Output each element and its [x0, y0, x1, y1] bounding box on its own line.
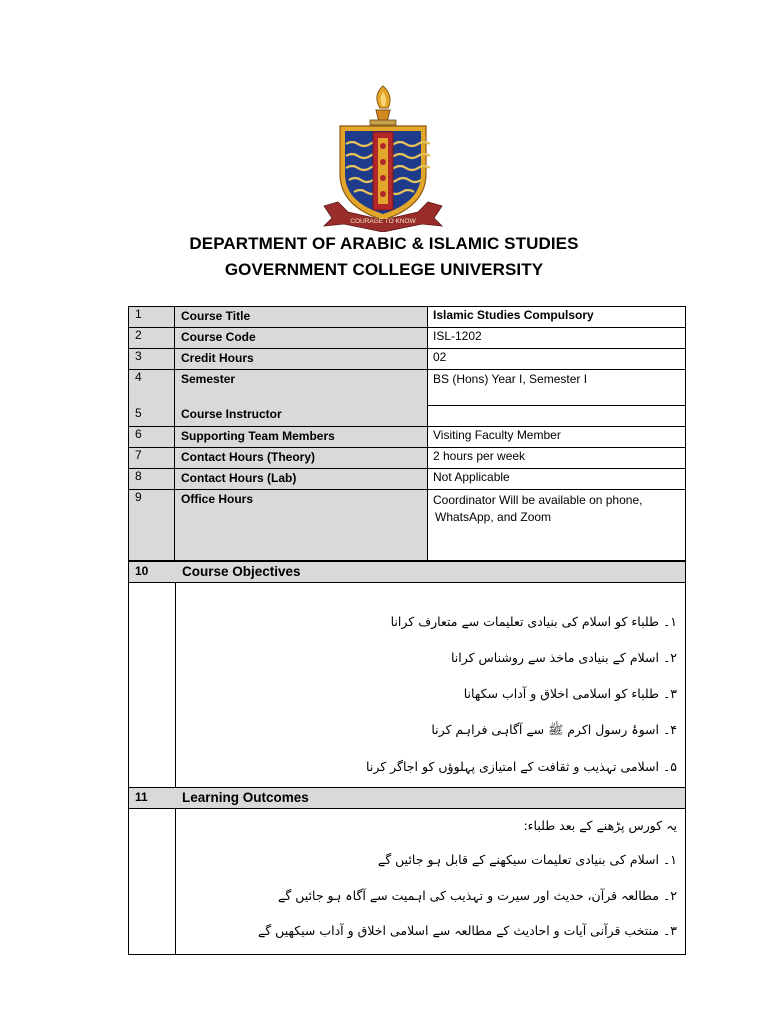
row-number: 4 — [129, 370, 175, 406]
objective-item: ۲۔ اسلام کے بنیادی ماخذ سے روشناس کرانا — [450, 650, 677, 665]
row-number: 9 — [129, 490, 175, 561]
department-title: DEPARTMENT OF ARABIC & ISLAMIC STUDIES — [189, 234, 579, 253]
contact-theory-value: 2 hours per week — [428, 448, 686, 469]
objective-item: ۴۔ اسوۂ رسول اکرم ﷺ سے آگاہی فراہم کرنا — [431, 722, 677, 737]
objective-item: ۵۔ اسلامی تہذیب و ثقافت کے امتیازی پہلوؤں کو اجاگر کرنا — [366, 759, 677, 774]
office-hours-value — [428, 490, 686, 561]
outcome-item: ۲۔ مطالعہ قرآن، حدیث اور سیرت و تہذیب کی اہمیت سے آگاہ ہو جائیں گے — [278, 888, 677, 903]
torch-icon — [370, 86, 396, 125]
table-row — [129, 349, 686, 370]
motto-text: COURAGE TO KNOW — [350, 218, 416, 225]
table-row — [129, 328, 686, 349]
row-number: 8 — [129, 469, 175, 490]
learning-outcomes-header — [129, 788, 685, 809]
table-row — [129, 370, 686, 406]
credit-hours-value: 02 — [428, 349, 686, 370]
row-number: 2 — [129, 328, 175, 349]
row-number: 6 — [129, 427, 175, 448]
learning-outcomes-section — [128, 787, 686, 955]
row-label-semester: Semester — [175, 370, 428, 406]
row-label-credit-hours: Credit Hours — [175, 349, 428, 370]
column-divider — [175, 788, 176, 954]
row-label-office-hours: Office Hours — [175, 490, 428, 561]
outcomes-intro: یہ کورس پڑھنے کے بعد طلباء: — [523, 818, 677, 833]
row-label-course-title: Course Title — [175, 307, 428, 328]
section-title: Learning Outcomes — [182, 790, 309, 805]
office-hours-line-2: WhatsApp, and Zoom — [435, 510, 552, 524]
office-hours-line-1: Coordinator Will be available on phone, — [433, 493, 643, 507]
course-code-value: ISL-1202 — [428, 328, 686, 349]
objective-item: ۳۔ طلباء کو اسلامی اخلاق و آداب سکھانا — [463, 686, 677, 701]
university-title: GOVERNMENT COLLEGE UNIVERSITY — [224, 260, 544, 279]
column-divider — [175, 562, 176, 787]
course-objectives-section — [128, 561, 686, 788]
row-label-course-code: Course Code — [175, 328, 428, 349]
outcome-item: ۱۔ اسلام کی بنیادی تعلیمات سیکھنے کے قابل ہو جائیں گے — [377, 852, 677, 867]
table-row — [129, 307, 686, 328]
row-number: 7 — [129, 448, 175, 469]
course-objectives-header — [129, 562, 685, 583]
row-label-contact-theory: Contact Hours (Theory) — [175, 448, 428, 469]
supporting-team-value: Visiting Faculty Member — [428, 427, 686, 448]
table-row — [129, 469, 686, 490]
row-number: 3 — [129, 349, 175, 370]
outcome-item: ۳۔ منتخب قرآنی آیات و احادیث کے مطالعہ سے اسلامی اخلاق و آداب سیکھیں گے — [257, 923, 677, 938]
objective-item: ۱۔ طلباء کو اسلام کی بنیادی تعلیمات سے متعارف کرانا — [390, 614, 677, 629]
row-number: 1 — [129, 307, 175, 328]
university-crest-logo — [318, 82, 448, 232]
row-label-course-instructor: Course Instructor — [175, 406, 428, 427]
course-info-table — [128, 306, 686, 561]
semester-value: BS (Hons) Year I, Semester I — [428, 370, 686, 406]
row-label-contact-lab: Contact Hours (Lab) — [175, 469, 428, 490]
section-title: Course Objectives — [182, 564, 301, 579]
contact-lab-value: Not Applicable — [428, 469, 686, 490]
row-label-supporting-team: Supporting Team Members — [175, 427, 428, 448]
table-row — [129, 490, 686, 561]
row-number: 5 — [129, 406, 175, 427]
section-number: 11 — [135, 790, 148, 804]
table-row — [129, 427, 686, 448]
table-row — [129, 406, 686, 427]
section-number: 10 — [135, 564, 149, 578]
table-row — [129, 448, 686, 469]
course-title-value: Islamic Studies Compulsory — [428, 307, 686, 328]
course-instructor-value — [428, 406, 686, 427]
